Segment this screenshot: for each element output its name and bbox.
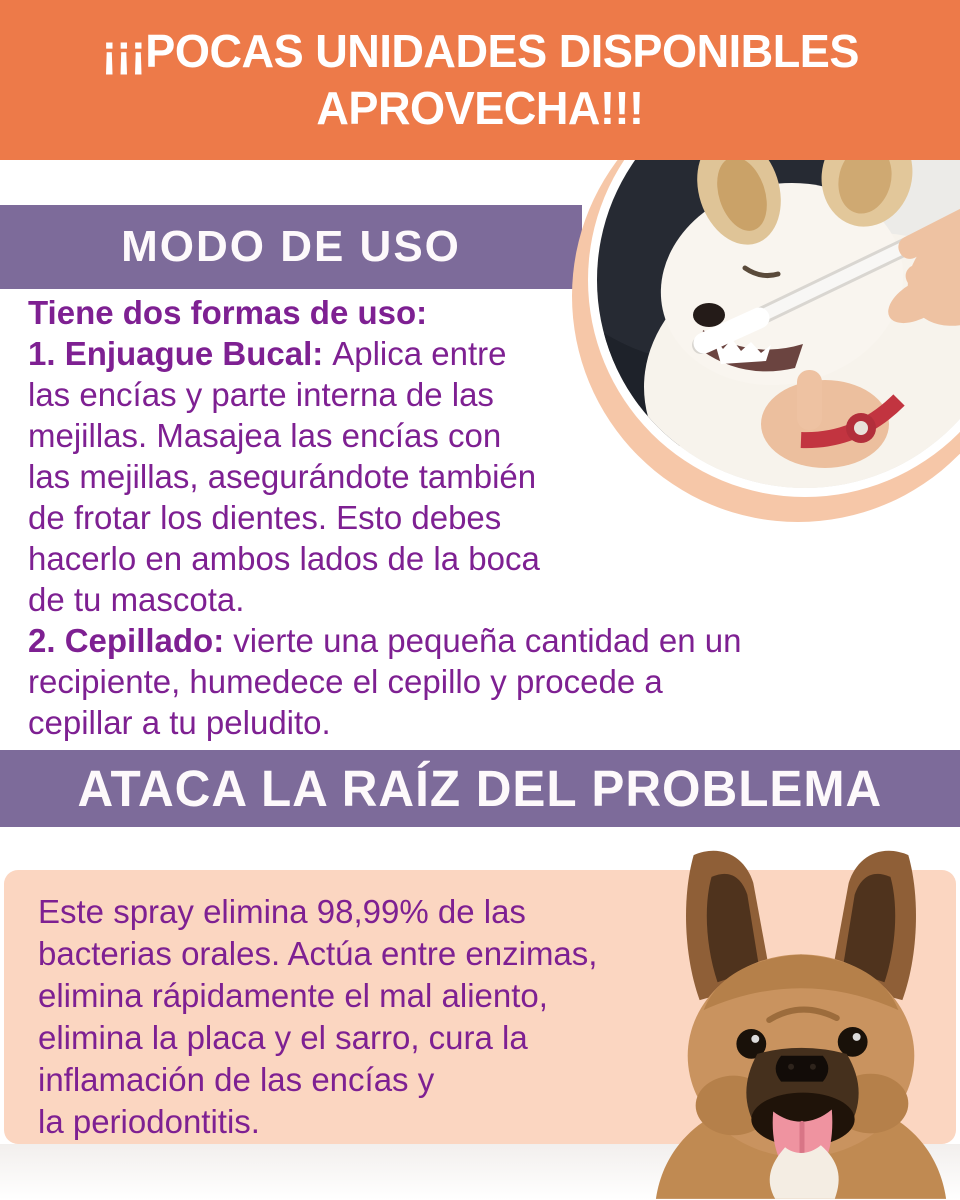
usage-instructions [28,292,938,743]
benefits-text [38,891,678,1143]
usage-line: cepillar a tu peludito. [28,704,331,741]
top-banner-line2: APROVECHA!!! [316,82,644,134]
usage-line: recipiente, humedece el cepillo y procede a [28,663,663,700]
step1-label: 1. Enjuague Bucal: [28,335,324,372]
benefit-line: elimina rápidamente el mal aliento, [38,977,548,1014]
benefit-line: bacterias orales. Actúa entre enzimas, [38,935,598,972]
modo-de-uso-banner [0,205,582,289]
usage-line: hacerlo en ambos lados de la boca [28,540,540,577]
usage-line: de tu mascota. [28,581,245,618]
benefit-line: Este spray elimina 98,99% de las [38,893,526,930]
usage-line: las encías y parte interna de las [28,376,494,413]
ataca-title: ATACA LA RAÍZ DEL PROBLEMA [77,760,883,817]
ataca-banner [0,750,960,827]
usage-line: de frotar los dientes. Esto debes [28,499,502,536]
benefit-line: la periodontitis. [38,1103,260,1140]
usage-step2-first-line [28,620,938,661]
benefit-line: inflamación de las encías y [38,1061,435,1098]
benefit-line: elimina la placa y el sarro, cura la [38,1019,528,1056]
step2-label: 2. Cepillado: [28,622,225,659]
top-urgency-banner [0,0,960,160]
usage-intro: Tiene dos formas de uso: [28,294,428,331]
step1-text-start: Aplica entre [332,335,507,372]
modo-de-uso-title: MODO DE USO [121,222,461,271]
step2-text-start: vierte una pequeña cantidad en un [233,622,742,659]
top-banner-line1: ¡¡¡POCAS UNIDADES DISPONIBLES [101,25,859,77]
usage-step1-first-line [28,333,938,374]
french-bulldog-photo [642,848,960,1200]
usage-line: las mejillas, asegurándote también [28,458,537,495]
usage-line: mejillas. Masajea las encías con [28,417,502,454]
